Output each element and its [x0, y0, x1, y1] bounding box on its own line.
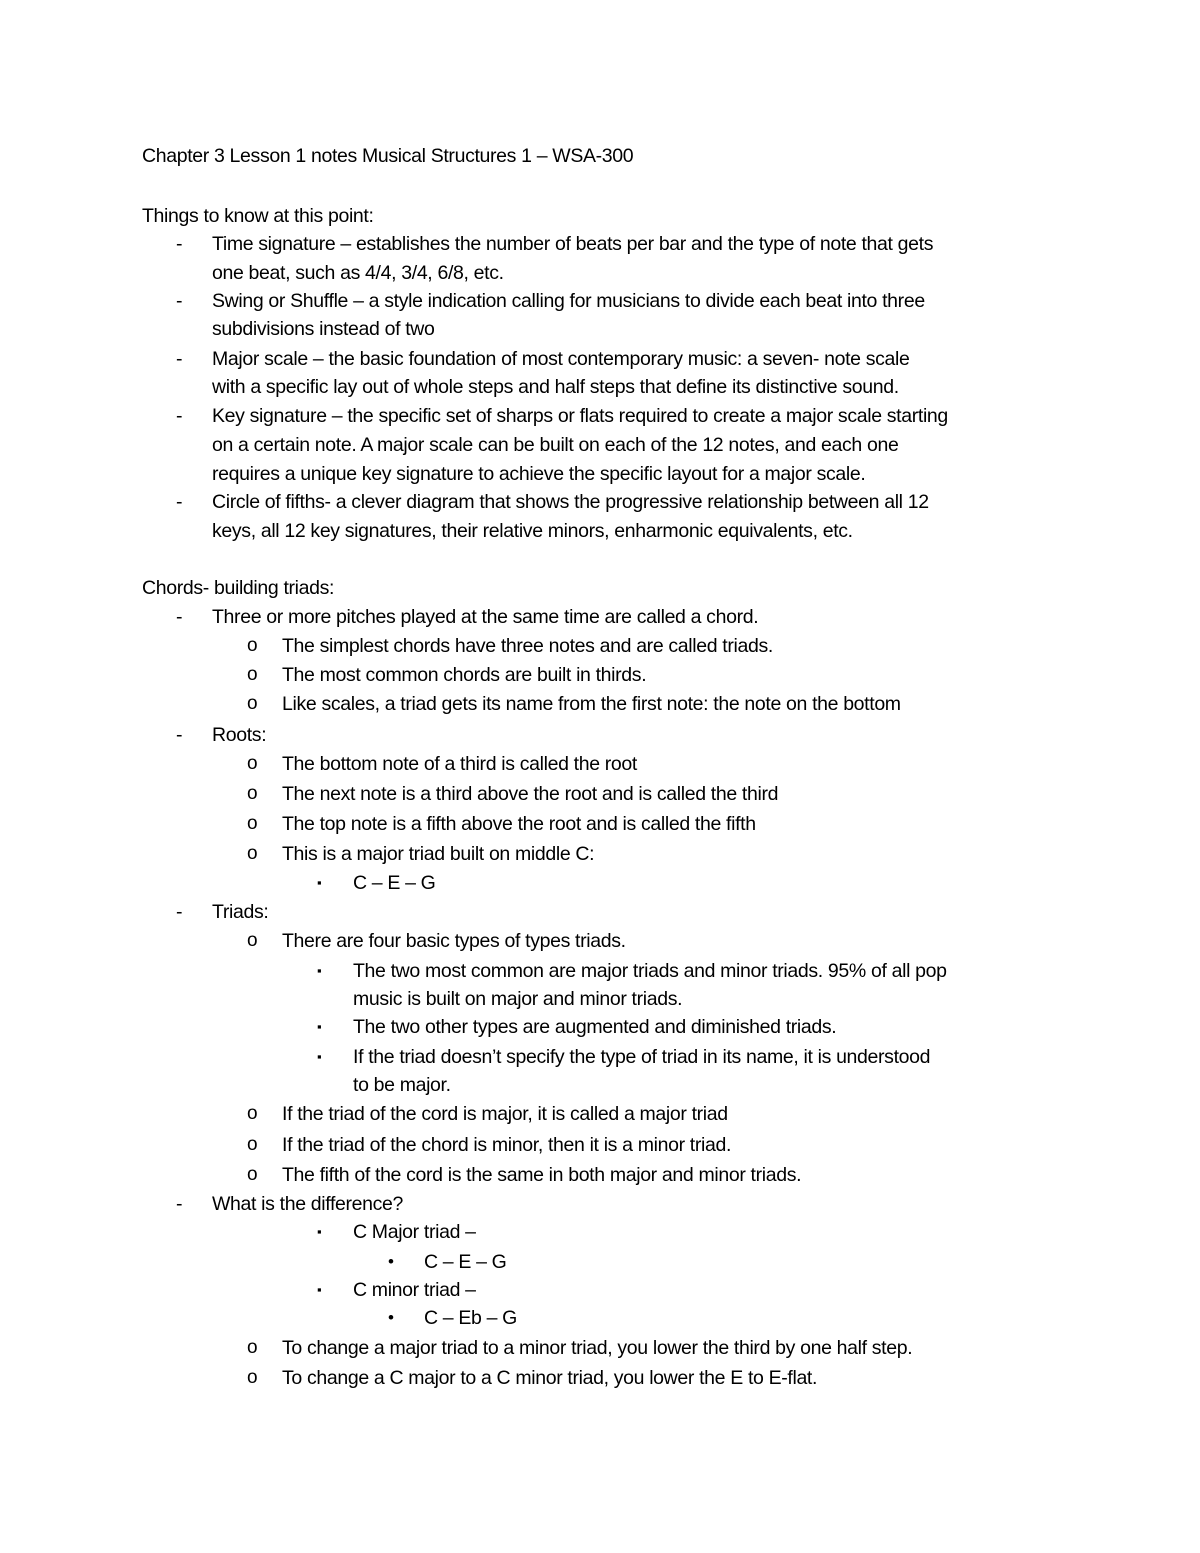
bullet-marker: -: [176, 290, 183, 312]
line-text: requires a unique key signature to achieve the specific layout for a major scale.: [212, 463, 866, 485]
line-text: C – E – G: [424, 1251, 507, 1273]
line-text: music is built on major and minor triads.: [353, 988, 683, 1010]
line-text: The top note is a fifth above the root and is called the fifth: [282, 813, 756, 835]
bullet-marker: -: [176, 491, 183, 513]
bullet-marker: ▪: [317, 1282, 322, 1297]
bullet-marker: o: [247, 1367, 258, 1388]
line-text: Three or more pitches played at the same time are called a chord.: [212, 606, 759, 628]
line-text: The simplest chords have three notes and are called triads.: [282, 635, 773, 657]
line-text: Swing or Shuffle – a style indication calling for musicians to divide each beat into three: [212, 290, 925, 312]
line-text: Roots:: [212, 724, 267, 746]
line-text: Like scales, a triad gets its name from the first note: the note on the bottom: [282, 693, 901, 715]
bullet-marker: ▪: [317, 1019, 322, 1034]
bullet-marker: o: [247, 783, 258, 804]
bullet-marker: -: [176, 348, 183, 370]
line-text: C minor triad –: [353, 1279, 476, 1301]
line-text: keys, all 12 key signatures, their relative minors, enharmonic equivalents, etc.: [212, 520, 853, 542]
bullet-marker: o: [247, 1164, 258, 1185]
line-text: The two other types are augmented and diminished triads.: [353, 1016, 837, 1038]
line-text: Time signature – establishes the number of beats per bar and the type of note that gets: [212, 233, 934, 255]
document-title: Chapter 3 Lesson 1 notes Musical Structures 1 – WSA-300: [142, 145, 634, 167]
line-text: C – Eb – G: [424, 1307, 517, 1329]
line-text: To change a C major to a C minor triad, you lower the E to E-flat.: [282, 1367, 818, 1389]
bullet-marker: o: [247, 664, 258, 685]
line-text: C – E – G: [353, 872, 436, 894]
bullet-marker: ▪: [317, 875, 322, 890]
bullet-marker: o: [247, 813, 258, 834]
line-text: Chords- building triads:: [142, 577, 335, 599]
line-text: Circle of fifths- a clever diagram that shows the progressive relationship between all 12: [212, 491, 929, 513]
line-text: The fifth of the cord is the same in both major and minor triads.: [282, 1164, 802, 1186]
line-text: The most common chords are built in thirds.: [282, 664, 647, 686]
bullet-marker: ▪: [317, 1224, 322, 1239]
bullet-marker: -: [176, 606, 183, 628]
bullet-marker: o: [247, 1337, 258, 1358]
line-text: If the triad of the cord is major, it is called a major triad: [282, 1103, 728, 1125]
line-text: Things to know at this point:: [142, 205, 374, 227]
bullet-marker: -: [176, 405, 183, 427]
line-text: on a certain note. A major scale can be built on each of the 12 notes, and each one: [212, 434, 899, 456]
bullet-marker: o: [247, 1134, 258, 1155]
bullet-marker: o: [247, 635, 258, 656]
line-text: C Major triad –: [353, 1221, 476, 1243]
line-text: to be major.: [353, 1074, 451, 1096]
bullet-marker: o: [247, 1103, 258, 1124]
bullet-marker: ▪: [317, 1049, 322, 1064]
line-text: This is a major triad built on middle C:: [282, 843, 595, 865]
line-text: The two most common are major triads and minor triads. 95% of all pop: [353, 960, 947, 982]
bullet-marker: ▪: [317, 963, 322, 978]
line-text: The bottom note of a third is called the root: [282, 753, 637, 775]
line-text: What is the difference?: [212, 1193, 404, 1215]
line-text: If the triad of the chord is minor, then it is a minor triad.: [282, 1134, 732, 1156]
line-text: The next note is a third above the root and is called the third: [282, 783, 779, 805]
bullet-marker: o: [247, 843, 258, 864]
line-text: Triads:: [212, 901, 269, 923]
bullet-marker: •: [388, 1308, 394, 1327]
line-text: There are four basic types of types triads.: [282, 930, 626, 952]
bullet-marker: •: [388, 1252, 394, 1271]
bullet-marker: -: [176, 724, 183, 746]
bullet-marker: -: [176, 233, 183, 255]
line-text: with a specific lay out of whole steps and half steps that define its distinctive sound.: [212, 376, 899, 398]
line-text: subdivisions instead of two: [212, 318, 435, 340]
line-text: If the triad doesn’t specify the type of triad in its name, it is understood: [353, 1046, 931, 1068]
bullet-marker: o: [247, 753, 258, 774]
line-text: To change a major triad to a minor triad, you lower the third by one half step.: [282, 1337, 913, 1359]
line-text: Key signature – the specific set of sharps or flats required to create a major scale starting: [212, 405, 948, 427]
bullet-marker: o: [247, 693, 258, 714]
line-text: Major scale – the basic foundation of most contemporary music: a seven- note scale: [212, 348, 910, 370]
bullet-marker: -: [176, 901, 183, 923]
bullet-marker: -: [176, 1193, 183, 1215]
bullet-marker: o: [247, 930, 258, 951]
line-text: one beat, such as 4/4, 3/4, 6/8, etc.: [212, 262, 504, 284]
